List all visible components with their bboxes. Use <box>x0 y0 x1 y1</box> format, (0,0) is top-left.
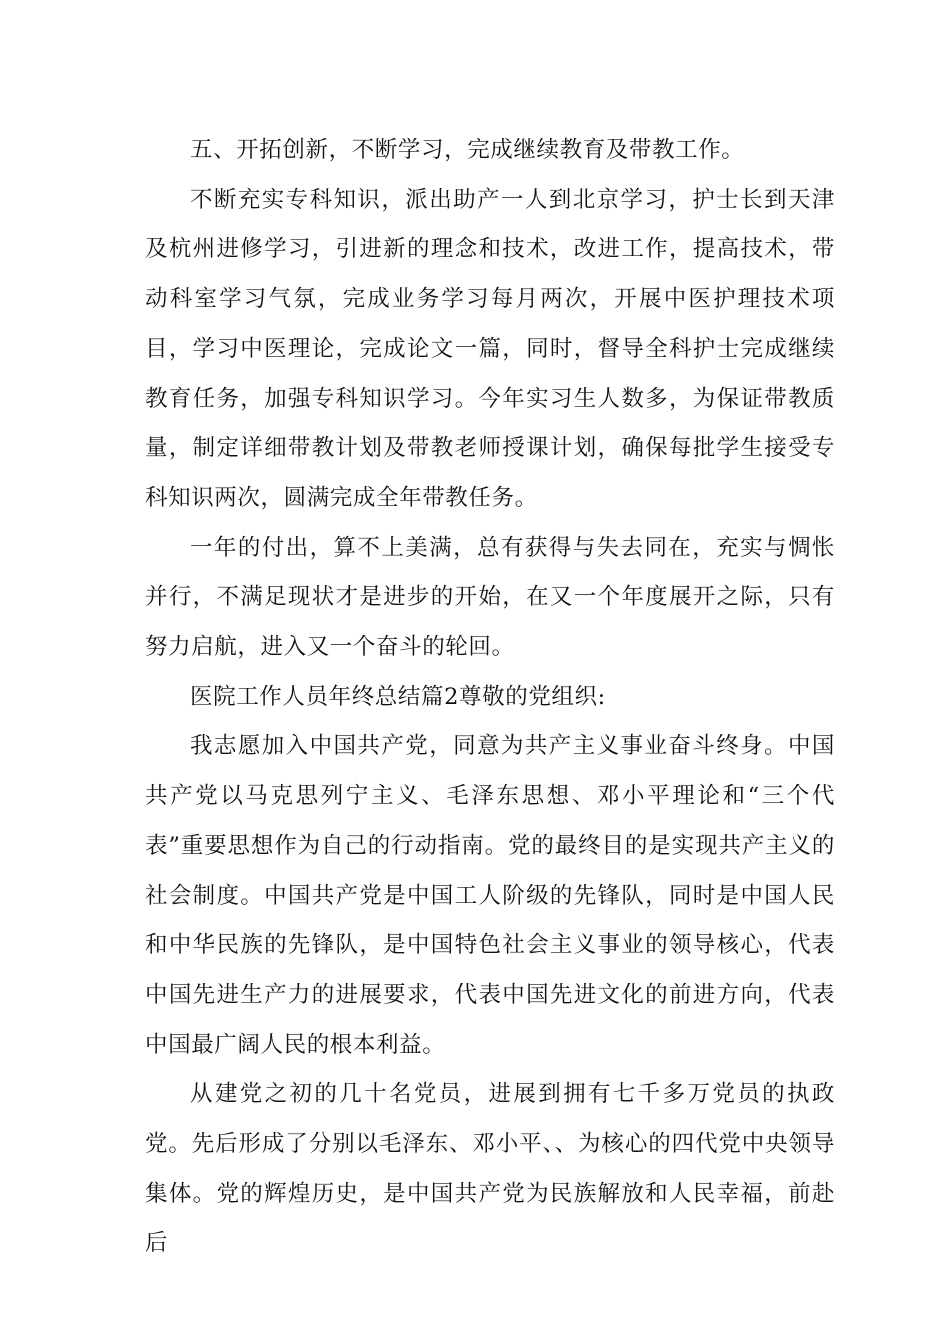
paragraph-section-five-heading: 五、开拓创新，不断学习，完成继续教育及带教工作。 <box>190 137 745 163</box>
paragraph-year-reflection: 一年的付出，算不上美满，总有获得与失去同在，充实与惆怅并行，不满足现状才是进步的开始，在又一个年度展开之际，只有努力启航，进入又一个奋斗的轮回。 <box>145 534 835 661</box>
paragraph-party-application: 我志愿加入中国共产党，同意为共产主义事业奋斗终身。中国共产党以马克思列宁主义、毛泽东思想、邓小平理论和“三个代表”重要思想作为自己的行动指南。党的最终目的是实现共产主义的社会制度。中国共产党是中国工人阶级的先锋队，同时是中国人民和中华民族的先锋队，是中国特色社会主义事业的领导核心，代表中国先进生产力的进展要求，代表中国先进文化的前进方向，代表中国最广阔人民的根本利益。 <box>145 733 835 1058</box>
paragraph-part2-heading: 医院工作人员年终总结篇2尊敬的党组织: <box>190 683 606 710</box>
document-body <box>145 126 835 1269</box>
paragraph-training-work: 不断充实专科知识，派出助产一人到北京学习，护士长到天津及杭州进修学习，引进新的理念和技术，改进工作，提高技术，带动科室学习气氛，完成业务学习每月两次，开展中医护理技术项目，学习中医理论，完成论文一篇，同时，督导全科护士完成继续教育任务，加强专科知识学习。今年实习生人数多，为保证带教质量，制定详细带教计划及带教老师授课计划，确保每批学生接受专科知识两次，圆满完成全年带教任务。 <box>145 186 835 511</box>
paragraph-party-history: 从建党之初的几十名党员，进展到拥有七千多万党员的执政党。先后形成了分别以毛泽东、邓小平、、为核心的四代党中央领导集体。党的辉煌历史，是中国共产党为民族解放和人民幸福，前赴后 <box>145 1081 835 1257</box>
